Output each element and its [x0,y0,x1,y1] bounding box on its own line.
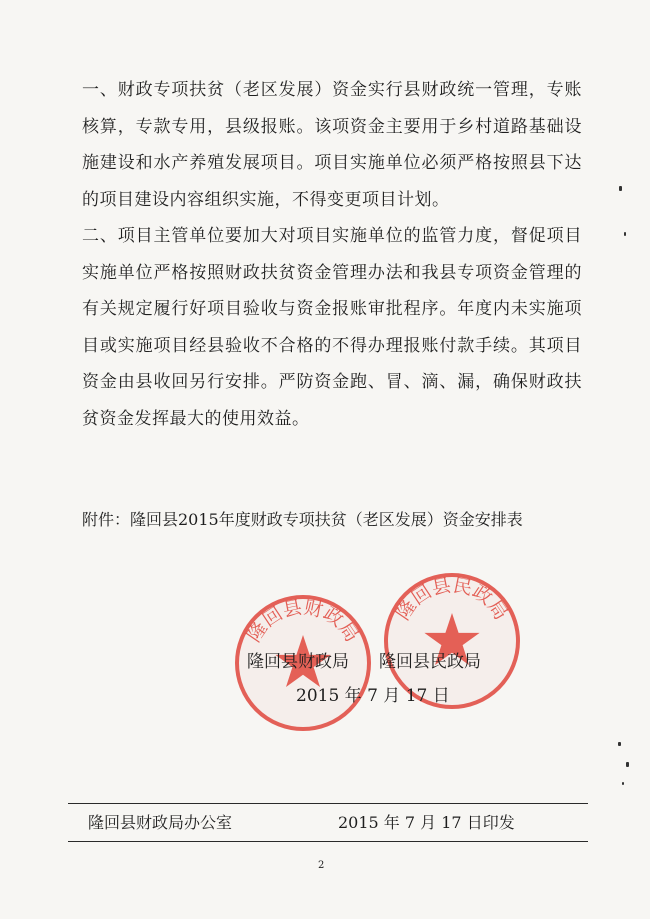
signature-org-civil-affairs: 隆回县民政局 [379,652,481,672]
body-paragraph-2: 二、项目主管单位要加大对项目实施单位的监管力度，督促项目实施单位严格按照财政扶贫资金管理办法和我县专项资金管理的有关规定履行好项目验收与资金报账审批程序。年度内未实施项目或实施项目经县验收不合格的不得办理报账付款手续。其项目资金由县收回另行安排。严防资金跑、冒、滴、漏，确保财政扶贫资金发挥最大的使用效益。 [82,226,582,429]
signature-org-finance: 隆回县财政局 [247,652,349,672]
attachment-line: 附件：隆回县2015年度财政专项扶贫（老区发展）资金安排表 [82,510,523,529]
footer-office: 隆回县财政局办公室 [88,813,233,832]
seal-1-text: 隆回县财政局 [243,596,363,647]
footer-rule-top [68,803,588,804]
scan-speck [618,742,621,746]
signature-date: 2015 年 7 月 17 日 [296,686,450,706]
scan-speck [619,186,622,191]
scan-speck [626,762,629,767]
footer-print-date: 2015 年 7 月 17 日印发 [338,813,515,832]
scan-speck [622,782,624,785]
body-paragraph-1: 一、财政专项扶贫（老区发展）资金实行县财政统一管理，专账核算，专款专用，县级报账。该项资金主要用于乡村道路基础设施建设和水产养殖发展项目。项目实施单位必须严格按照县下达的项目建设内容组织实施，不得变更项目计划。 [82,80,582,210]
seal-2-text: 隆回县民政局 [392,574,512,625]
footer-rule-bottom [68,841,588,842]
page-number: 2 [318,860,325,871]
scan-speck [624,232,626,236]
